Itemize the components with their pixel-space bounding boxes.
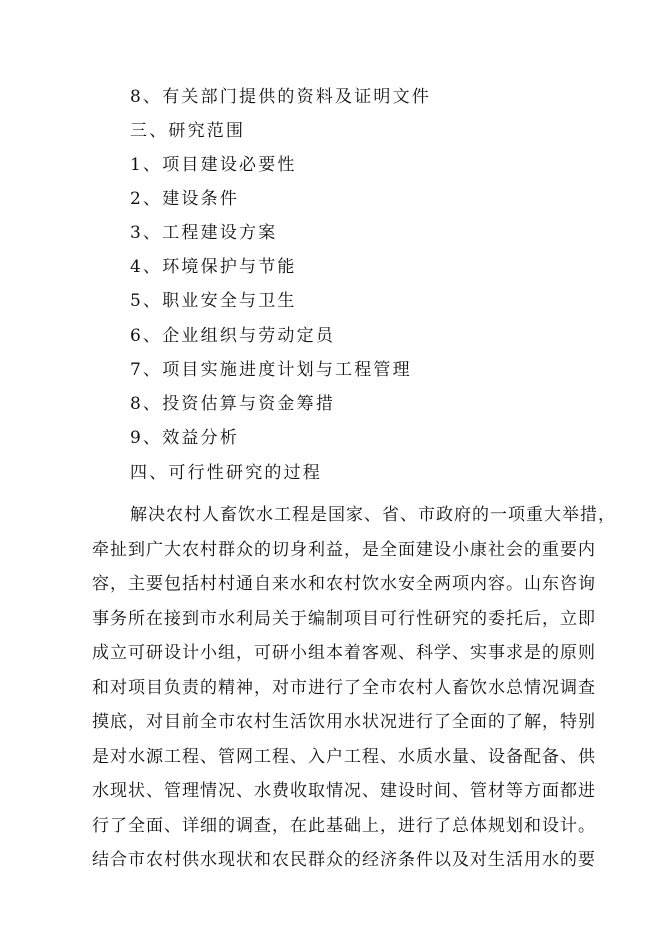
paragraph-line: 水现状、管理情况、水费收取情况、建设时间、管材等方面都进: [92, 781, 596, 801]
paragraph-line: 事务所在接到市水利局关于编制项目可行性研究的委托后，立即: [92, 608, 596, 629]
list-item-conditions: 2、建设条件: [130, 189, 240, 209]
list-item-benefits: 9、效益分析: [130, 428, 240, 448]
body-paragraph: [92, 498, 616, 878]
paragraph-line: 容，主要包括村村通自来水和农村饮水安全两项内容。山东咨询: [92, 574, 596, 594]
list-item-plan: 3、工程建设方案: [130, 223, 278, 243]
list-item-necessity: 1、项目建设必要性: [130, 155, 297, 175]
paragraph-line: 结合市农村供水现状和农民群众的经济条件以及对生活用水的要: [92, 850, 596, 870]
paragraph-line: 和对项目负责的精神，对市进行了全市农村人畜饮水总情况调查: [92, 677, 596, 698]
paragraph-line: 行了全面、详细的调查，在此基础上，进行了总体规划和设计。: [92, 815, 596, 836]
list-item-docs: 8、有关部门提供的资料及证明文件: [130, 87, 432, 107]
paragraph-line: 成立可研设计小组，可研小组本着客观、科学、实事求是的原则: [92, 643, 596, 663]
list-item-schedule: 7、项目实施进度计划与工程管理: [130, 360, 412, 380]
section-heading-process: 四、可行性研究的过程: [130, 463, 322, 483]
list-item-investment: 8、投资估算与资金筹措: [130, 394, 336, 414]
list-item-staffing: 6、企业组织与劳动定员: [130, 326, 336, 346]
paragraph-line: 摸底，对目前全市农村生活饮用水状况进行了全面的了解，特别: [92, 712, 596, 732]
paragraph-line: 解决农村人畜饮水工程是国家、省、市政府的一项重大举措，: [130, 505, 616, 525]
paragraph-line: 是对水源工程、管网工程、入户工程、水质水量、设备配备、供: [92, 746, 596, 767]
list-item-environment: 4、环境保护与节能: [130, 257, 297, 277]
list-item-safety: 5、职业安全与卫生: [130, 291, 297, 311]
paragraph-line: 牵扯到广大农村群众的切身利益，是全面建设小康社会的重要内: [92, 539, 596, 560]
section-heading-scope: 三、研究范围: [130, 121, 246, 141]
